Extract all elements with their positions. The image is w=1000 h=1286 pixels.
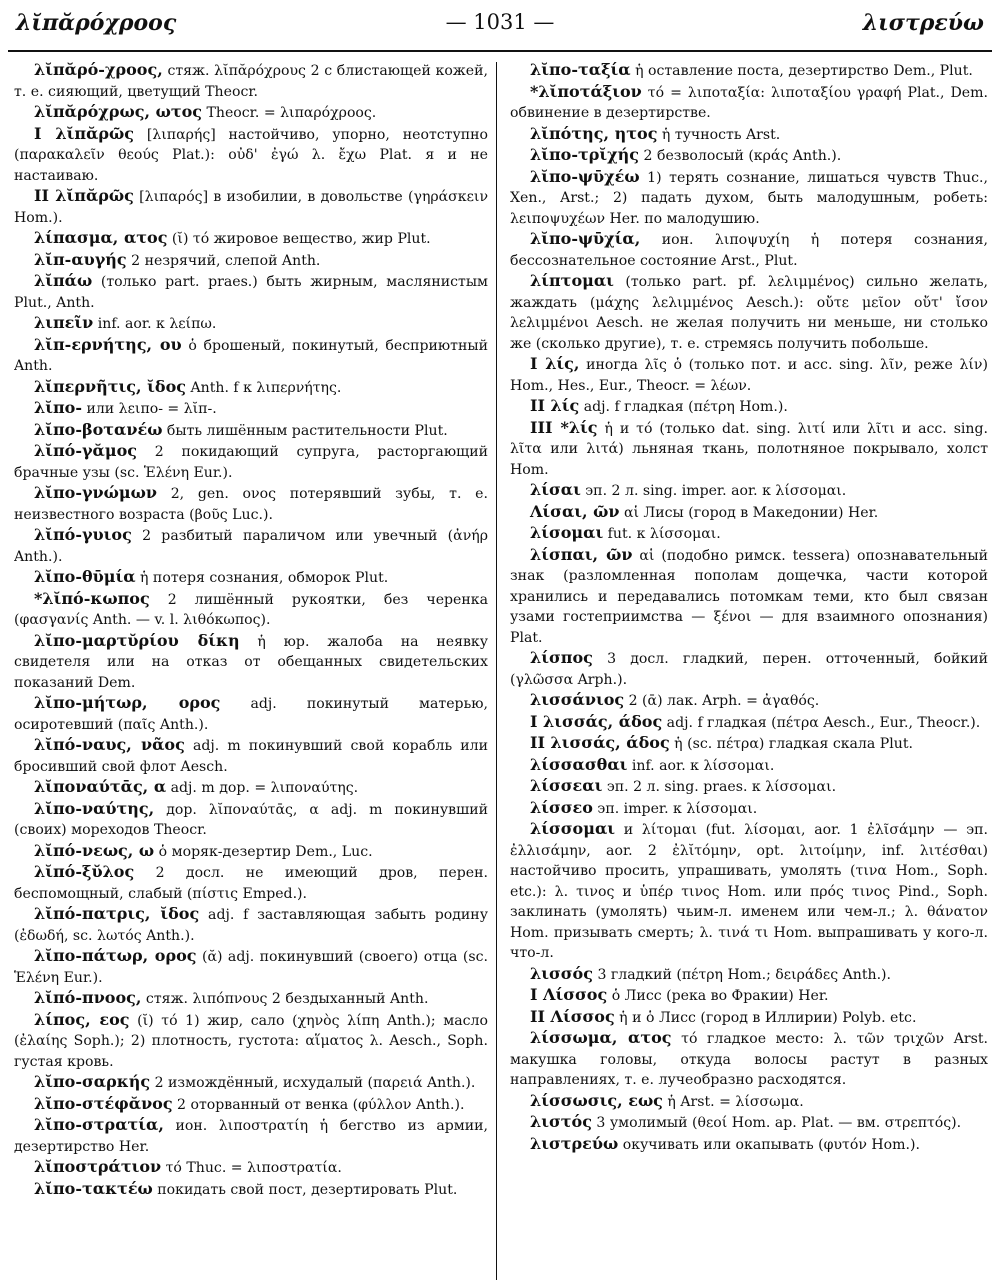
dictionary-entry <box>14 313 488 335</box>
entry-headword: λίπτομαι <box>530 271 614 290</box>
entry-definition: (только part. praes.) быть жирным, маслянистым Plut., Anth. <box>14 274 488 311</box>
entry-headword: λῐπότης, ητος <box>530 123 658 143</box>
entry-definition: стяж. λιπόπνους 2 бездыханный Anth. <box>141 991 429 1007</box>
dictionary-entry <box>510 776 988 798</box>
dictionary-entry <box>510 545 988 649</box>
dictionary-entry <box>14 525 488 567</box>
dictionary-entry <box>510 167 988 230</box>
dictionary-entry <box>510 523 988 545</box>
entry-definition: окучивать или окапывать (φυτόν Hom.). <box>618 1136 920 1153</box>
entry-headword: λῐπό-γᾰμος <box>34 441 137 460</box>
entry-definition: ὁ Лисс (река во Фракии) Her. <box>607 988 829 1004</box>
entry-headword: λῐποναύτᾱς, α <box>34 777 167 796</box>
entry-definition: (только part. pf. λελιμμένος) сильно желать, жаждать (μάχης λελιμμένος Aesch.): οὔτε μεῖον οὔτ' ἴσον λελιμμένοι Aesch. не желая получить ни меньше, ни столько же (сколько другие), т. е. стремясь получить побольше. <box>510 274 988 352</box>
entry-definition: и λίτομαι (fut. λίσομαι, aor. 1 ἐλῖσάμην — эп. ἐλλισάμην, aor. 2 ἐλῐτόμην, opt. λιτοίμην, inf. λιτέσθαι) настойчиво просить, упрашивать, умолять (τινα Hom., Soph. etc.): λ. τινος и ὑπέρ τινος Hom. или πρός τινος Pind., Soph. заклинать (умолять) чьим-л. именем или чем-л.; λ. θάνατον Hom. призывать смерть; λ. τινά τι Hom. выпрашивать у кого-л. что-л. <box>510 822 988 961</box>
entry-definition: 2 лишённый рукоятки, без черенка (φασγανίς Anth. — v. l. λιθόκωπος). <box>14 591 488 628</box>
entry-definition: ἡ тучность Arst. <box>657 126 781 143</box>
right-column <box>510 60 988 1282</box>
dictionary-entry <box>510 1112 988 1134</box>
entry-headword: I λῐπᾰρῶς <box>34 123 135 143</box>
dictionary-entry <box>14 250 488 272</box>
dictionary-entry <box>14 377 488 399</box>
dictionary-entry <box>14 228 488 250</box>
entry-definition: иногда λῖς ὁ (только пот. и acc. sing. λῖν, реже λίν) Hom., Hes., Eur., Theocr. = λέων. <box>510 357 988 394</box>
entry-headword: λῐπάω <box>34 271 93 290</box>
dictionary-entry <box>510 82 988 124</box>
entry-headword: λίσομαι <box>530 523 604 542</box>
entry-definition: adj. m покинувший свой корабль или бросивший свой флот Aesch. <box>14 738 488 775</box>
entry-definition: или λειπο- = λῐπ-. <box>81 401 217 417</box>
entry-headword: II λίς <box>530 396 580 415</box>
entry-definition: 3 умолимый (θεοί Hom. ap. Plat. — вм. στρεπτός). <box>591 1115 962 1131</box>
entry-headword: λιπεῖν <box>34 313 94 332</box>
entry-headword: I Λίσσος <box>530 985 608 1004</box>
entry-definition: 3 гладкий (πέτρη Hom.; δειράδες Anth.). <box>592 966 892 983</box>
entry-definition: τό Thuc. = λιποστρατία. <box>161 1160 342 1176</box>
entry-headword: *λῐποτάξιον <box>530 81 642 101</box>
entry-definition: ἡ (sc. πέτρα) гладкая скала Plut. <box>669 736 913 752</box>
entry-definition: (ῐ) τό жировое вещество, жир Plut. <box>167 231 431 247</box>
entry-definition: adj. f гладкая (πέτρα Aesch., Eur., Theocr.). <box>662 714 981 731</box>
dictionary-entry <box>14 735 488 777</box>
entry-headword: λίσπος <box>530 648 593 667</box>
entry-definition: adj. покинутый матерью, осиротевший (παῖς Anth.). <box>14 696 488 733</box>
entry-headword: λῐπο-στέφᾰνος <box>34 1093 173 1113</box>
dictionary-entry <box>14 799 488 841</box>
entry-headword: λίσσεαι <box>530 776 603 795</box>
dictionary-entry <box>14 862 488 904</box>
entry-definition: adj. m дор. = λιποναύτης. <box>166 780 359 796</box>
entry-definition: τό гладкое место: λ. τῶν τριχῶν Arst. макушка головы, откуда волосы растут в разных направлениях, т. е. лучеобразно расходятся. <box>510 1031 988 1088</box>
entry-definition: быть лишённым растительности Plut. <box>162 422 448 439</box>
entry-headword: λῐπό-νεως, ω <box>34 840 155 860</box>
entry-headword: λῐπο-στρατία, <box>34 1115 164 1134</box>
dictionary-entry <box>510 798 988 820</box>
entry-headword: II λῐπᾰρῶς <box>34 186 134 205</box>
entry-definition: Anth. f к λιπερνήτης. <box>186 379 342 396</box>
entry-definition: 2 разбитый параличом или увечный (ἀνήρ Anth.). <box>14 528 488 565</box>
entry-headword: λίσσασθαι <box>530 754 628 774</box>
entry-definition: Theocr. = λιπαρόχροος. <box>202 105 377 121</box>
entry-headword: λῐποστράτιον <box>34 1157 162 1176</box>
dictionary-entry <box>14 398 488 420</box>
entry-definition: эп. 2 л. sing. praes. к λίσσομαι. <box>602 779 837 795</box>
entry-definition: ὁ моряк-дезертир Dem., Luc. <box>154 843 373 860</box>
dictionary-entry <box>14 124 488 187</box>
header-rule <box>8 50 992 52</box>
entry-headword: λίσσομαι <box>530 819 615 838</box>
entry-headword: λῐπο-γνώμων <box>34 483 157 502</box>
dictionary-entry <box>14 988 488 1010</box>
dictionary-entry <box>14 1094 488 1116</box>
entry-definition: [λιπαρής] настойчиво, упорно, неотступно (παρακαλεῖν θεούς Plat.): οὐδ' ἐγώ λ. ἔχω Plat. я и не настаиваю. <box>14 126 488 184</box>
entry-definition: fut. к λίσσομαι. <box>603 526 721 542</box>
dictionary-entry <box>14 420 488 442</box>
entry-headword: III *λίς <box>530 417 598 437</box>
dictionary-entry <box>14 631 488 694</box>
entry-headword: II Λίσσος <box>530 1006 615 1026</box>
dictionary-entry <box>14 186 488 228</box>
entry-headword: λιστός <box>530 1112 592 1131</box>
page-header <box>8 6 992 40</box>
entry-definition: inf. aor. к λείπω. <box>93 316 217 332</box>
entry-headword: λιστρεύω <box>530 1133 619 1153</box>
dictionary-entry <box>510 480 988 502</box>
entry-headword: λῐπο-ταξία <box>530 60 631 79</box>
dictionary-entry <box>510 1134 988 1156</box>
dictionary-entry <box>14 567 488 589</box>
entry-headword: λῐπο-μαρτῠρίου δίκη <box>34 630 240 650</box>
dictionary-entry <box>14 441 488 483</box>
dictionary-entry <box>510 733 988 755</box>
entry-definition: 2 безволосый (κράς Anth.). <box>639 148 842 164</box>
entry-headword: λῐπο-μήτωρ, ορος <box>34 693 221 712</box>
dictionary-entry <box>14 1072 488 1094</box>
dictionary-entry <box>14 102 488 124</box>
dictionary-entry <box>14 1179 488 1201</box>
entry-definition: αἱ Лисы (город в Македонии) Her. <box>619 504 879 521</box>
dictionary-entry <box>510 1028 988 1091</box>
entry-headword: *λῐπό-κωπος <box>34 588 150 608</box>
entry-headword: λῐπό-πνοος, <box>34 988 142 1007</box>
dictionary-entry <box>510 819 988 964</box>
entry-headword: λίσπαι, ῶν <box>530 544 633 564</box>
dictionary-entry <box>14 483 488 525</box>
entry-headword: λῐπ-αυγής <box>34 249 127 269</box>
dictionary-entry <box>14 904 488 946</box>
entry-headword: λῐπο-θῡμία <box>34 567 136 586</box>
entry-definition: [λιπαρός] в изобилии, в довольстве (γηράσκειν Hom.). <box>14 189 488 226</box>
dictionary-entry <box>510 1007 988 1029</box>
running-head-left: λῐπᾰρόχροος <box>16 10 177 36</box>
left-column <box>14 60 488 1282</box>
entry-headword: λῐπο-ναύτης, <box>34 798 155 818</box>
entry-definition: 2, gen. ονος потерявший зубы, т. е. неизвестного возраста (βοῦς Luc.). <box>14 486 488 523</box>
entry-definition: αἱ (подобно римск. tessera) опознавательный знак (разломленная пополам дощечка, части которой хранились и передавались потомкам теми, кто был связан узами гостеприимства — ξένοι — для взаимного опознания) Plat. <box>510 547 988 646</box>
dictionary-entry <box>510 502 988 524</box>
dictionary-entry <box>14 1115 488 1157</box>
entry-headword: λῐπό-ναυς, νᾶος <box>34 735 185 754</box>
dictionary-entry <box>510 271 988 354</box>
entry-definition: дор. λῐποναύτᾱς, α adj. m покинувший (своих) мореходов Theocr. <box>14 801 488 838</box>
entry-headword: II λισσάς, άδος <box>530 733 670 752</box>
entry-definition: ἡ оставление поста, дезертирство Dem., Plut. <box>630 63 973 79</box>
entry-definition: 3 досл. гладкий, перен. отточенный, бойкий (γλῶσσα Arph.). <box>510 651 988 688</box>
entry-headword: Λίσαι, ῶν <box>530 501 620 521</box>
entry-definition: τό = λιποταξία: λιποταξίου γραφή Plat., Dem. обвинение в дезертирстве. <box>510 84 988 121</box>
entry-definition: 2 измождённый, исхудалый (παρειά Anth.). <box>150 1075 476 1091</box>
entry-definition: 2 досл. не имеющий дров, перен. беспомощный, слабый (πίστις Emped.). <box>14 865 488 902</box>
entry-headword: λῐπᾰρό-χροος, <box>34 60 163 79</box>
dictionary-entry <box>14 271 488 313</box>
dictionary-entry <box>14 777 488 799</box>
dictionary-entry <box>510 985 988 1007</box>
entry-definition: 2 оторванный от венка (φύλλον Anth.). <box>172 1096 465 1113</box>
entry-definition: (ῐ) τό 1) жир, сало (χηνὸς λίπη Anth.); масло (ἐλαίης Soph.); 2) плотность, густота: αἵματος λ. Aesch., Soph. густая кровь. <box>14 1012 488 1070</box>
entry-definition: стяж. λῐπᾰρόχρους 2 с блистающей кожей, т. е. сияющий, цветущий Theocr. <box>14 63 488 100</box>
entry-headword: λίσσωσις, εως <box>530 1090 663 1110</box>
dictionary-entry <box>14 693 488 735</box>
entry-definition: ион. λιποστρατίη ἡ бегство из армии, дезертирство Her. <box>14 1118 488 1155</box>
dictionary-entry <box>510 396 988 418</box>
dictionary-entry <box>510 124 988 146</box>
entry-definition: 1) терять сознание, лишаться чувств Thuc., Xen., Arst.; 2) падать духом, быть малодушным, робеть: λειποψυχέων Her. по малодушию. <box>510 169 988 227</box>
entry-headword: λῐπο-ψῡχέω <box>530 166 640 186</box>
entry-headword: λῐπο-τρῐχής <box>530 145 640 164</box>
entry-definition: ἡ Arst. = λίσσωμα. <box>662 1093 804 1110</box>
entry-definition: adj. f гладкая (πέτρη Hom.). <box>579 399 788 415</box>
dictionary-entry <box>510 964 988 986</box>
entry-headword: λῐπο-βοτανέω <box>34 419 163 439</box>
entry-definition: 2 (ᾱ) лак. Arph. = ἀγαθός. <box>624 693 820 709</box>
entry-headword: λῐπο-τακτέω <box>34 1178 153 1198</box>
entry-definition: 2 покидающий супруга, расторгающий брачные узы (sc. Ἑλένη Eur.). <box>14 444 488 481</box>
entry-headword: λῐπ-ερνήτης, ου <box>34 334 182 354</box>
entry-headword: λῐπό-πατρις, ῐδος <box>34 904 200 923</box>
dictionary-entry <box>14 1157 488 1179</box>
entry-headword: λῐπο-πάτωρ, ορος <box>34 946 197 965</box>
dictionary-entry <box>14 946 488 988</box>
dictionary-entry <box>510 755 988 777</box>
dictionary-entry <box>510 60 988 82</box>
dictionary-entry <box>14 335 488 377</box>
dictionary-entry <box>510 648 988 690</box>
entry-headword: λῐπό-ξῠλος <box>34 862 135 881</box>
entry-definition: ἡ и ὁ Лисс (город в Иллирии) Polyb. etc. <box>614 1009 917 1026</box>
entry-headword: λισσάνιος <box>530 690 625 709</box>
dictionary-entry <box>510 354 988 396</box>
entry-headword: λίσσεο <box>530 797 593 817</box>
entry-headword: λίπασμα, ατος <box>34 228 168 247</box>
page-number: — 1031 — <box>445 10 555 34</box>
dictionary-entry <box>510 418 988 481</box>
dictionary-entry <box>510 145 988 167</box>
entry-definition: ὁ брошеный, покинутый, бесприютный Anth. <box>14 337 488 374</box>
dictionary-entry <box>14 1010 488 1073</box>
entry-headword: λῐπο-ψῡχία, <box>530 229 641 248</box>
dictionary-entry <box>14 60 488 102</box>
entry-headword: λῐπο- <box>34 398 82 417</box>
dictionary-entry <box>510 1091 988 1113</box>
entry-headword: I λίς, <box>530 354 580 373</box>
entry-headword: λισσός <box>530 963 593 983</box>
entry-definition: ион. λιποψυχίη ἡ потеря сознания, бессознательное состояние Arst., Plut. <box>510 232 988 269</box>
entry-headword: λῐπό-γυιος <box>34 525 132 544</box>
dictionary-entry <box>14 589 488 631</box>
entry-headword: λῐπο-σαρκής <box>34 1072 151 1091</box>
entry-definition: ἡ потеря сознания, обморок Plut. <box>135 570 389 586</box>
entry-headword: λῐπερνῆτις, ῐδος <box>34 376 186 396</box>
entry-headword: λῐπᾰρόχρως, ωτος <box>34 102 202 121</box>
column-divider <box>496 62 497 1280</box>
dictionary-entry <box>14 841 488 863</box>
entry-definition: ἡ юр. жалоба на неявку свидетеля или на отказ от обещанных свидетельских показаний Dem. <box>14 633 488 691</box>
dictionary-entry <box>510 712 988 734</box>
entry-definition: (ᾰ) adj. покинувший (своего) отца (sc. Ἑλένη Eur.). <box>14 949 488 986</box>
entry-headword: λίσσωμα, ατος <box>530 1028 672 1047</box>
entry-definition: эп. 2 л. sing. imper. aor. к λίσσομαι. <box>580 483 847 499</box>
entry-definition: ἡ и τό (только dat. sing. λιτί или λῖτι и acc. sing. λῖτα или λιτά) льняная ткань, полотняное покрывало, холст Hom. <box>510 420 988 478</box>
entry-headword: I λισσάς, άδος <box>530 711 663 731</box>
entry-definition: эп. imper. к λίσσομαι. <box>592 800 758 817</box>
entry-definition: 2 незрячий, слепой Anth. <box>126 252 321 269</box>
entry-definition: adj. f заставляющая забыть родину (ἐδωδή, sc. λωτός Anth.). <box>14 907 488 944</box>
dictionary-entry <box>510 229 988 271</box>
entry-definition: покидать свой пост, дезертировать Plut. <box>152 1181 458 1198</box>
entry-headword: λίσαι <box>530 480 581 499</box>
entry-headword: λίπος, εος <box>34 1009 130 1029</box>
running-head-right: λιστρεύω <box>862 10 984 36</box>
entry-definition: inf. aor. к λίσσομαι. <box>627 757 775 774</box>
dictionary-entry <box>510 690 988 712</box>
